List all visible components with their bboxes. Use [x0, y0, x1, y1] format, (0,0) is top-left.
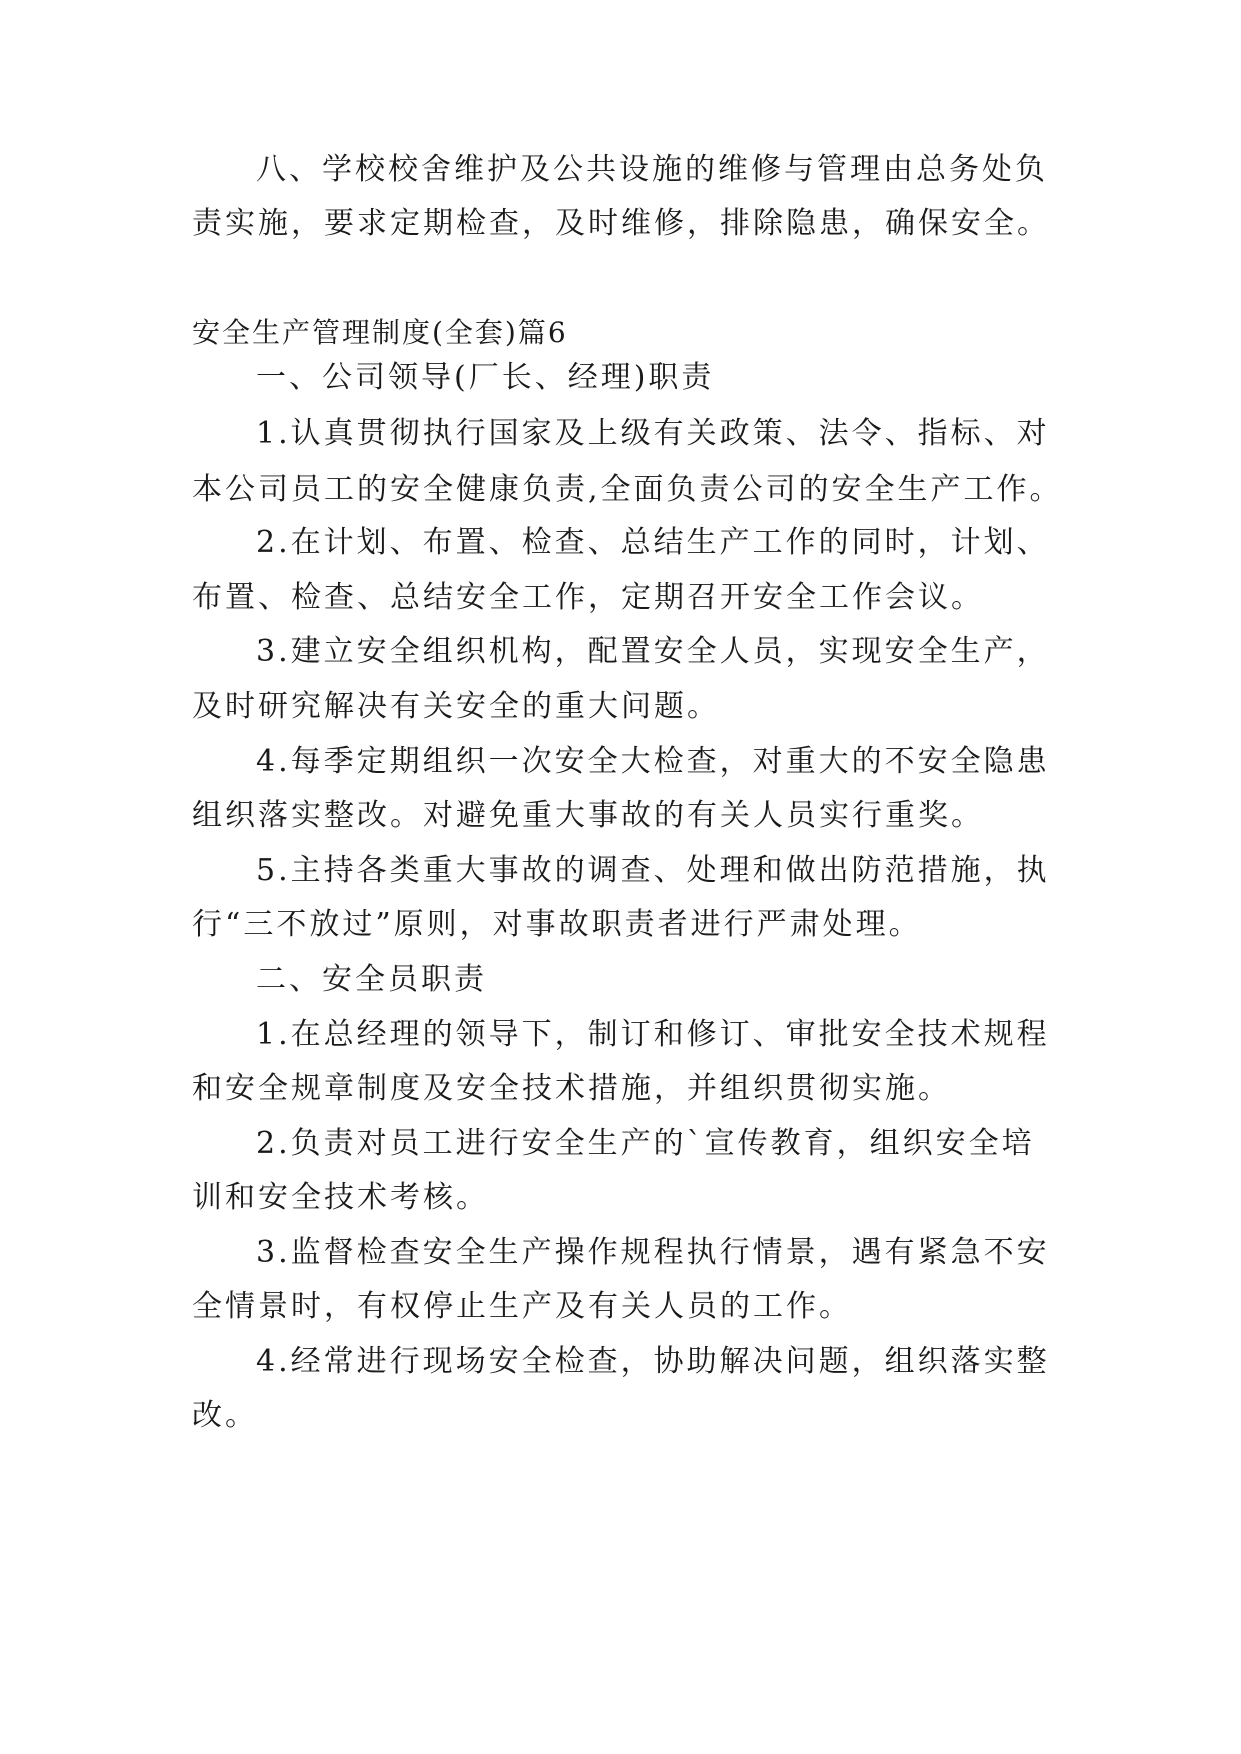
list-item-line: 4.经常进行现场安全检查，协助解决问题，组织落实整 [256, 1344, 1050, 1379]
paragraph-line: 八、学校校舍维护及公共设施的维修与管理由总务处负 [256, 152, 1048, 187]
list-item-line: 5.主持各类重大事故的调查、处理和做出防范措施，执 [256, 853, 1050, 888]
list-item-line: 布置、检查、总结安全工作，定期召开安全工作会议。 [192, 580, 984, 615]
list-item-line: 全情景时，有权停止生产及有关人员的工作。 [192, 1289, 852, 1324]
list-item-line: 和安全规章制度及安全技术措施，并组织贯彻实施。 [192, 1071, 951, 1106]
list-item-line: 及时研究解决有关安全的重大问题。 [192, 689, 720, 724]
list-item-line: 1.在总经理的领导下，制订和修订、审批安全技术规程 [256, 1017, 1050, 1052]
list-item-line: 本公司员工的安全健康负责,全面负责公司的安全生产工作。 [192, 472, 1063, 507]
section-heading: 一、公司领导(厂长、经理)职责 [256, 360, 715, 395]
list-item-line: 训和安全技术考核。 [192, 1180, 489, 1215]
list-item-line: 3.监督检查安全生产操作规程执行情景，遇有紧急不安 [256, 1235, 1050, 1270]
list-item-line: 组织落实整改。对避免重大事故的有关人员实行重奖。 [192, 798, 984, 833]
section-heading: 二、安全员职责 [256, 962, 487, 997]
paragraph-line: 责实施，要求定期检查，及时维修，排除隐患，确保安全。 [192, 206, 1050, 241]
section-title: 安全生产管理制度(全套)篇6 [192, 316, 568, 349]
list-item-line: 1.认真贯彻执行国家及上级有关政策、法令、指标、对 [256, 416, 1050, 451]
list-item-line: 2.负责对员工进行安全生产的`宣传教育，组织安全培 [256, 1126, 1035, 1161]
list-item-line: 4.每季定期组织一次安全大检查，对重大的不安全隐患 [256, 744, 1050, 779]
list-item-line: 2.在计划、布置、检查、总结生产工作的同时，计划、 [256, 525, 1050, 560]
list-item-line: 行“三不放过”原则，对事故职责者进行严肃处理。 [192, 907, 922, 942]
list-item-line: 3.建立安全组织机构，配置安全人员，实现安全生产， [256, 634, 1050, 669]
list-item-line: 改。 [192, 1398, 258, 1433]
